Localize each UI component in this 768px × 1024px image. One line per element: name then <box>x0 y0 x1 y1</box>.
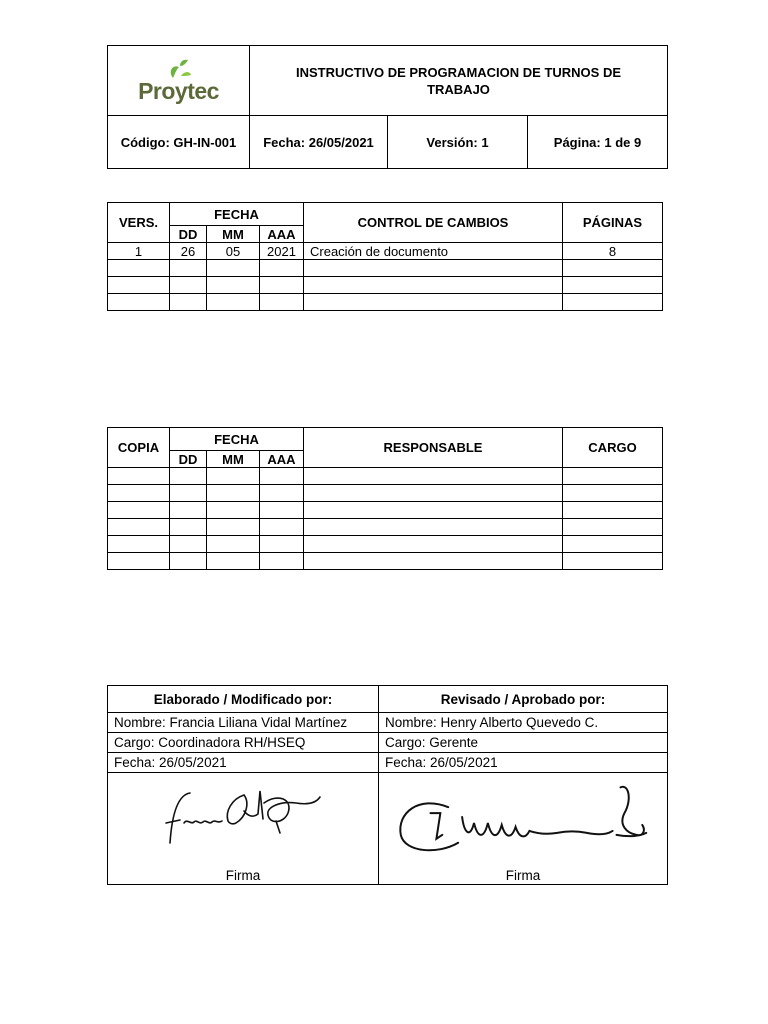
change-control-table <box>107 202 663 311</box>
revisado-firma-label: Firma <box>505 868 541 883</box>
table-row <box>108 277 663 294</box>
col-control: CONTROL DE CAMBIOS <box>304 203 563 243</box>
logo-wordmark: Proytec <box>138 78 219 104</box>
revisado-nombre: Nombre: Henry Alberto Quevedo C. <box>379 713 668 733</box>
col-fecha: FECHA <box>170 428 304 451</box>
copy-control-table <box>107 427 663 570</box>
table-row <box>108 260 663 277</box>
document-date: Fecha: 26/05/2021 <box>250 116 388 169</box>
cell-paginas: 8 <box>563 243 663 260</box>
document-code: Código: GH-IN-001 <box>108 116 250 169</box>
cell-vers: 1 <box>108 243 170 260</box>
handwritten-signature-left <box>108 773 378 869</box>
cell-aaa: 2021 <box>260 243 304 260</box>
elaborado-cargo: Cargo: Coordinadora RH/HSEQ <box>108 733 379 753</box>
col-dd: DD <box>170 226 207 243</box>
approval-table <box>107 685 668 885</box>
document-version: Versión: 1 <box>388 116 528 169</box>
col-responsable: RESPONSABLE <box>304 428 563 468</box>
revisado-signature-cell <box>379 773 668 885</box>
revisado-fecha: Fecha: 26/05/2021 <box>379 753 668 773</box>
col-aaa: AAA <box>260 451 304 468</box>
elaborado-firma-label: Firma <box>225 868 261 883</box>
col-mm: MM <box>207 226 260 243</box>
elaborado-signature-cell <box>108 773 379 885</box>
col-cargo: CARGO <box>563 428 663 468</box>
logo-cell <box>108 46 250 116</box>
elaborado-nombre: Nombre: Francia Liliana Vidal Martínez <box>108 713 379 733</box>
col-paginas: PÁGINAS <box>563 203 663 243</box>
document-header <box>107 45 668 169</box>
elaborado-heading: Elaborado / Modificado por: <box>108 686 379 713</box>
table-row <box>108 294 663 311</box>
elaborado-fecha: Fecha: 26/05/2021 <box>108 753 379 773</box>
table-row <box>108 468 663 485</box>
document-page: Página: 1 de 9 <box>528 116 668 169</box>
table-row <box>108 243 663 260</box>
document-title: INSTRUCTIVO DE PROGRAMACION DE TURNOS DE TRABAJO <box>250 46 668 116</box>
revisado-cargo: Cargo: Gerente <box>379 733 668 753</box>
col-vers: VERS. <box>108 203 170 243</box>
col-copia: COPIA <box>108 428 170 468</box>
col-mm: MM <box>207 451 260 468</box>
table-row <box>108 519 663 536</box>
table-row <box>108 553 663 570</box>
table-row <box>108 536 663 553</box>
col-dd: DD <box>170 451 207 468</box>
cell-control: Creación de documento <box>304 243 563 260</box>
cell-dd: 26 <box>170 243 207 260</box>
revisado-heading: Revisado / Aprobado por: <box>379 686 668 713</box>
handwritten-signature-right <box>379 773 667 869</box>
logo-leaf-icon <box>164 58 194 80</box>
cell-mm: 05 <box>207 243 260 260</box>
table-row <box>108 502 663 519</box>
table-row <box>108 485 663 502</box>
company-logo <box>138 58 219 107</box>
col-aaa: AAA <box>260 226 304 243</box>
col-fecha: FECHA <box>170 203 304 226</box>
